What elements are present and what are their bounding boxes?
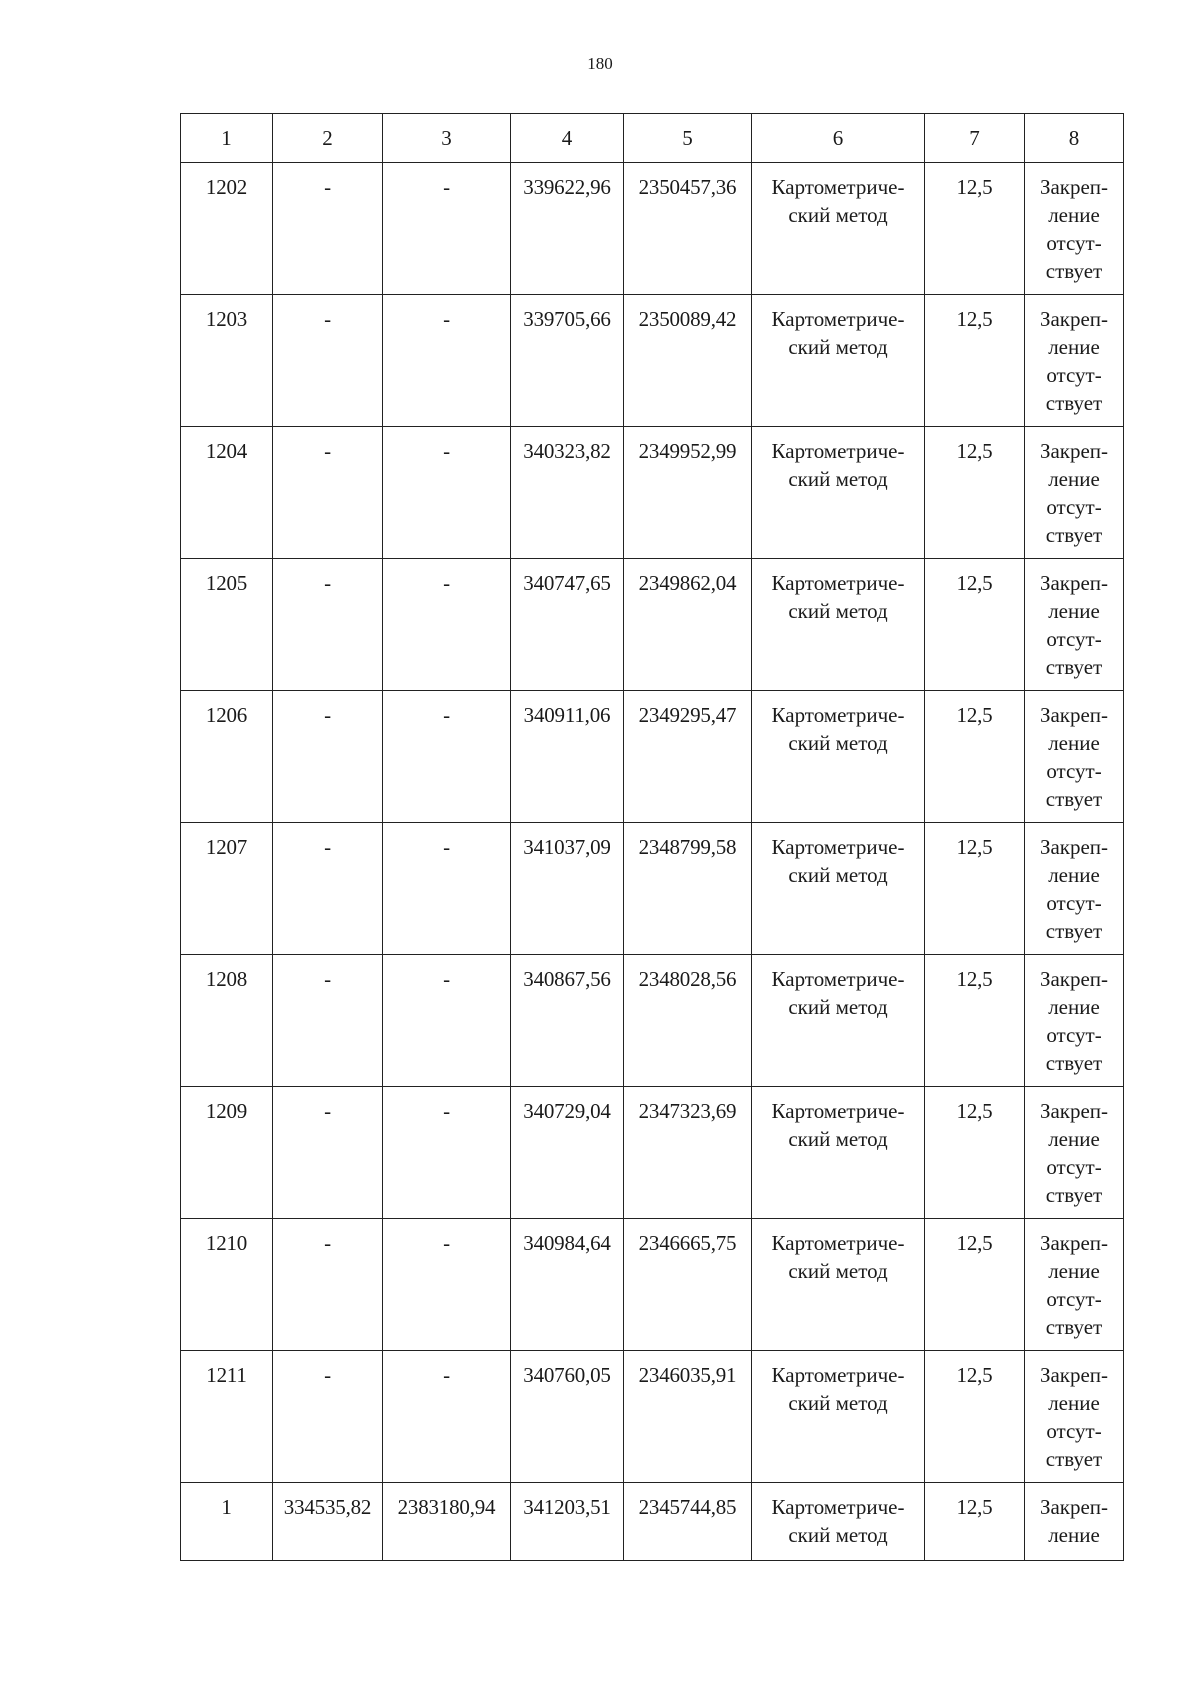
method-cell (752, 559, 925, 691)
x-new-cell (511, 1351, 624, 1483)
y-old-text: - (443, 1099, 450, 1123)
method-text: ский метод (788, 995, 888, 1019)
method-text: ский метод (788, 203, 888, 227)
x-new-text: 340747,65 (523, 571, 611, 595)
fixation-text: Закреп- (1039, 1495, 1109, 1519)
x-new-text: 341203,51 (523, 1495, 611, 1519)
fixation-cell (1025, 1483, 1124, 1561)
x-old-text: - (324, 307, 331, 331)
fixation-text: ствует (1045, 1315, 1103, 1339)
point-number-text: 1210 (205, 1231, 248, 1255)
x-old-cell (273, 691, 383, 823)
y-new-cell (624, 955, 752, 1087)
fixation-text: ствует (1045, 1447, 1103, 1471)
page-number: 180 (587, 54, 613, 73)
y-old-cell (383, 1219, 511, 1351)
point-number-cell (181, 823, 273, 955)
y-new-text: 2350089,42 (638, 307, 737, 331)
method-text: ский метод (788, 1523, 888, 1547)
accuracy-text: 12,5 (956, 703, 993, 727)
fixation-text: ление (1048, 1127, 1100, 1151)
fixation-cell (1025, 955, 1124, 1087)
y-old-cell (383, 955, 511, 1087)
point-number-cell (181, 1087, 273, 1219)
accuracy-text: 12,5 (956, 1363, 993, 1387)
point-number-text: 1204 (205, 439, 248, 463)
x-old-cell (273, 1483, 383, 1561)
fixation-text: отсут- (1046, 627, 1102, 651)
table-row (181, 823, 1124, 955)
accuracy-cell (925, 955, 1025, 1087)
y-old-text: - (443, 1231, 450, 1255)
accuracy-text: 12,5 (956, 1099, 993, 1123)
accuracy-cell (925, 295, 1025, 427)
accuracy-cell (925, 1483, 1025, 1561)
x-new-cell (511, 163, 624, 295)
fixation-text: Закреп- (1039, 1231, 1109, 1255)
x-old-cell (273, 955, 383, 1087)
accuracy-cell (925, 163, 1025, 295)
method-text: ский метод (788, 467, 888, 491)
table-row (181, 1219, 1124, 1351)
fixation-text: Закреп- (1039, 703, 1109, 727)
fixation-text: отсут- (1046, 1287, 1102, 1311)
accuracy-text: 12,5 (956, 1495, 993, 1519)
table-row (181, 1483, 1124, 1561)
x-old-cell (273, 1351, 383, 1483)
y-new-text: 2349295,47 (638, 703, 737, 727)
method-text: Картометриче- (771, 571, 905, 595)
fixation-cell (1025, 823, 1124, 955)
y-new-cell (624, 1087, 752, 1219)
fixation-text: Закреп- (1039, 835, 1109, 859)
point-number-cell (181, 559, 273, 691)
fixation-text: Закреп- (1039, 571, 1109, 595)
accuracy-text: 12,5 (956, 967, 993, 991)
point-number-text: 1 (221, 1495, 232, 1519)
method-cell (752, 163, 925, 295)
fixation-text: ствует (1045, 655, 1103, 679)
fixation-cell (1025, 1087, 1124, 1219)
y-new-cell (624, 1483, 752, 1561)
fixation-text: отсут- (1046, 759, 1102, 783)
x-old-text: - (324, 835, 331, 859)
fixation-cell (1025, 295, 1124, 427)
fixation-text: ление (1048, 467, 1100, 491)
column-header: 6 (752, 114, 925, 163)
method-cell (752, 1087, 925, 1219)
point-number-text: 1208 (205, 967, 248, 991)
y-old-text: - (443, 703, 450, 727)
table-row (181, 1351, 1124, 1483)
point-number-cell (181, 1219, 273, 1351)
y-old-cell (383, 427, 511, 559)
point-number-cell (181, 427, 273, 559)
coordinates-table (180, 113, 1124, 1561)
y-old-text: 2383180,94 (397, 1495, 496, 1519)
fixation-cell (1025, 427, 1124, 559)
fixation-text: Закреп- (1039, 175, 1109, 199)
method-cell (752, 427, 925, 559)
point-number-text: 1207 (205, 835, 248, 859)
y-new-cell (624, 1351, 752, 1483)
x-old-text: - (324, 967, 331, 991)
method-text: Картометриче- (771, 1099, 905, 1123)
y-old-text: - (443, 1363, 450, 1387)
accuracy-text: 12,5 (956, 439, 993, 463)
column-header: 5 (624, 114, 752, 163)
y-new-text: 2348028,56 (638, 967, 737, 991)
fixation-cell (1025, 559, 1124, 691)
y-new-text: 2345744,85 (638, 1495, 737, 1519)
table-row (181, 559, 1124, 691)
column-header: 8 (1025, 114, 1124, 163)
x-old-text: - (324, 439, 331, 463)
method-text: Картометриче- (771, 1363, 905, 1387)
x-old-text: - (324, 703, 331, 727)
y-old-cell (383, 559, 511, 691)
y-new-text: 2348799,58 (638, 835, 737, 859)
y-new-cell (624, 691, 752, 823)
method-text: ский метод (788, 731, 888, 755)
method-text: Картометриче- (771, 967, 905, 991)
x-old-text: - (324, 175, 331, 199)
method-text: Картометриче- (771, 307, 905, 331)
fixation-text: ствует (1045, 1051, 1103, 1075)
table-row (181, 163, 1124, 295)
y-new-cell (624, 823, 752, 955)
fixation-text: ление (1048, 731, 1100, 755)
x-old-cell (273, 559, 383, 691)
y-new-cell (624, 427, 752, 559)
point-number-text: 1202 (205, 175, 248, 199)
x-new-cell (511, 427, 624, 559)
x-new-text: 341037,09 (523, 835, 611, 859)
accuracy-text: 12,5 (956, 835, 993, 859)
x-old-cell (273, 1219, 383, 1351)
fixation-text: отсут- (1046, 495, 1102, 519)
x-old-text: - (324, 571, 331, 595)
fixation-text: Закреп- (1039, 1363, 1109, 1387)
column-header: 3 (383, 114, 511, 163)
y-new-text: 2349862,04 (638, 571, 737, 595)
x-old-text: - (324, 1099, 331, 1123)
fixation-text: ствует (1045, 523, 1103, 547)
y-old-cell (383, 295, 511, 427)
fixation-text: ление (1048, 1391, 1100, 1415)
point-number-text: 1206 (205, 703, 248, 727)
y-new-cell (624, 295, 752, 427)
column-header: 1 (181, 114, 273, 163)
point-number-text: 1203 (205, 307, 248, 331)
fixation-text: ствует (1045, 919, 1103, 943)
fixation-text: ствует (1045, 787, 1103, 811)
x-new-cell (511, 1483, 624, 1561)
y-old-cell (383, 691, 511, 823)
fixation-text: отсут- (1046, 231, 1102, 255)
y-new-cell (624, 559, 752, 691)
column-header: 4 (511, 114, 624, 163)
x-new-cell (511, 955, 624, 1087)
x-new-text: 339705,66 (523, 307, 611, 331)
method-text: ский метод (788, 1127, 888, 1151)
method-text: ский метод (788, 1259, 888, 1283)
fixation-text: Закреп- (1039, 1099, 1109, 1123)
method-cell (752, 1351, 925, 1483)
y-new-text: 2350457,36 (638, 175, 737, 199)
x-new-cell (511, 559, 624, 691)
y-old-cell (383, 1483, 511, 1561)
x-old-text: 334535,82 (283, 1495, 372, 1519)
y-old-text: - (443, 307, 450, 331)
fixation-text: ление (1048, 1259, 1100, 1283)
fixation-text: отсут- (1046, 1419, 1102, 1443)
x-new-text: 340323,82 (523, 439, 611, 463)
method-text: ский метод (788, 599, 888, 623)
y-old-cell (383, 823, 511, 955)
x-new-text: 339622,96 (523, 175, 611, 199)
x-new-text: 340760,05 (523, 1363, 611, 1387)
point-number-cell (181, 1351, 273, 1483)
fixation-text: отсут- (1046, 1023, 1102, 1047)
accuracy-cell (925, 1087, 1025, 1219)
x-new-text: 340867,56 (523, 967, 611, 991)
accuracy-cell (925, 1351, 1025, 1483)
fixation-text: ление (1048, 599, 1100, 623)
method-cell (752, 691, 925, 823)
y-old-cell (383, 1351, 511, 1483)
accuracy-cell (925, 691, 1025, 823)
method-cell (752, 823, 925, 955)
accuracy-text: 12,5 (956, 307, 993, 331)
fixation-text: ление (1048, 995, 1100, 1019)
accuracy-text: 12,5 (956, 1231, 993, 1255)
point-number-text: 1205 (205, 571, 248, 595)
point-number-cell (181, 955, 273, 1087)
fixation-text: ствует (1045, 1183, 1103, 1207)
fixation-text: ление (1048, 335, 1100, 359)
fixation-cell (1025, 1351, 1124, 1483)
x-old-cell (273, 295, 383, 427)
method-text: Картометриче- (771, 1231, 905, 1255)
accuracy-text: 12,5 (956, 571, 993, 595)
point-number-cell (181, 691, 273, 823)
fixation-cell (1025, 1219, 1124, 1351)
accuracy-cell (925, 823, 1025, 955)
y-old-text: - (443, 835, 450, 859)
x-new-text: 340729,04 (523, 1099, 611, 1123)
table-row (181, 427, 1124, 559)
method-text: Картометриче- (771, 703, 905, 727)
fixation-text: ствует (1045, 391, 1103, 415)
column-header: 7 (925, 114, 1025, 163)
table-row (181, 691, 1124, 823)
accuracy-text: 12,5 (956, 175, 993, 199)
fixation-text: отсут- (1046, 1155, 1102, 1179)
fixation-text: ствует (1045, 259, 1103, 283)
y-old-cell (383, 163, 511, 295)
y-old-text: - (443, 439, 450, 463)
method-text: ский метод (788, 863, 888, 887)
x-old-cell (273, 823, 383, 955)
fixation-text: Закреп- (1039, 967, 1109, 991)
fixation-text: ление (1048, 1523, 1100, 1547)
point-number-cell (181, 295, 273, 427)
accuracy-cell (925, 1219, 1025, 1351)
method-text: Картометриче- (771, 1495, 905, 1519)
point-number-cell (181, 163, 273, 295)
table-row (181, 295, 1124, 427)
x-new-cell (511, 691, 624, 823)
point-number-text: 1209 (205, 1099, 248, 1123)
x-old-cell (273, 163, 383, 295)
column-header: 2 (273, 114, 383, 163)
y-old-text: - (443, 967, 450, 991)
method-cell (752, 955, 925, 1087)
x-old-text: - (324, 1363, 331, 1387)
method-text: Картометриче- (771, 439, 905, 463)
x-new-cell (511, 295, 624, 427)
fixation-text: Закреп- (1039, 439, 1109, 463)
fixation-cell (1025, 163, 1124, 295)
table-row (181, 955, 1124, 1087)
method-cell (752, 1483, 925, 1561)
method-cell (752, 295, 925, 427)
x-new-cell (511, 1219, 624, 1351)
x-old-text: - (324, 1231, 331, 1255)
x-new-cell (511, 1087, 624, 1219)
x-new-text: 340984,64 (523, 1231, 611, 1255)
x-new-text: 340911,06 (523, 703, 611, 727)
method-text: ский метод (788, 1391, 888, 1415)
fixation-text: отсут- (1046, 363, 1102, 387)
point-number-text: 1211 (206, 1363, 247, 1387)
fixation-text: отсут- (1046, 891, 1102, 915)
method-cell (752, 1219, 925, 1351)
x-old-cell (273, 427, 383, 559)
y-old-text: - (443, 175, 450, 199)
method-text: ский метод (788, 335, 888, 359)
method-text: Картометриче- (771, 175, 905, 199)
table-row (181, 1087, 1124, 1219)
y-new-text: 2346035,91 (638, 1363, 737, 1387)
accuracy-cell (925, 559, 1025, 691)
fixation-text: ление (1048, 863, 1100, 887)
table-header-row (181, 114, 1124, 163)
point-number-cell (181, 1483, 273, 1561)
accuracy-cell (925, 427, 1025, 559)
y-new-cell (624, 163, 752, 295)
method-text: Картометриче- (771, 835, 905, 859)
fixation-text: ление (1048, 203, 1100, 227)
y-new-text: 2347323,69 (638, 1099, 737, 1123)
y-new-cell (624, 1219, 752, 1351)
fixation-cell (1025, 691, 1124, 823)
y-new-text: 2346665,75 (638, 1231, 737, 1255)
y-new-text: 2349952,99 (638, 439, 737, 463)
y-old-text: - (443, 571, 450, 595)
x-new-cell (511, 823, 624, 955)
x-old-cell (273, 1087, 383, 1219)
fixation-text: Закреп- (1039, 307, 1109, 331)
y-old-cell (383, 1087, 511, 1219)
